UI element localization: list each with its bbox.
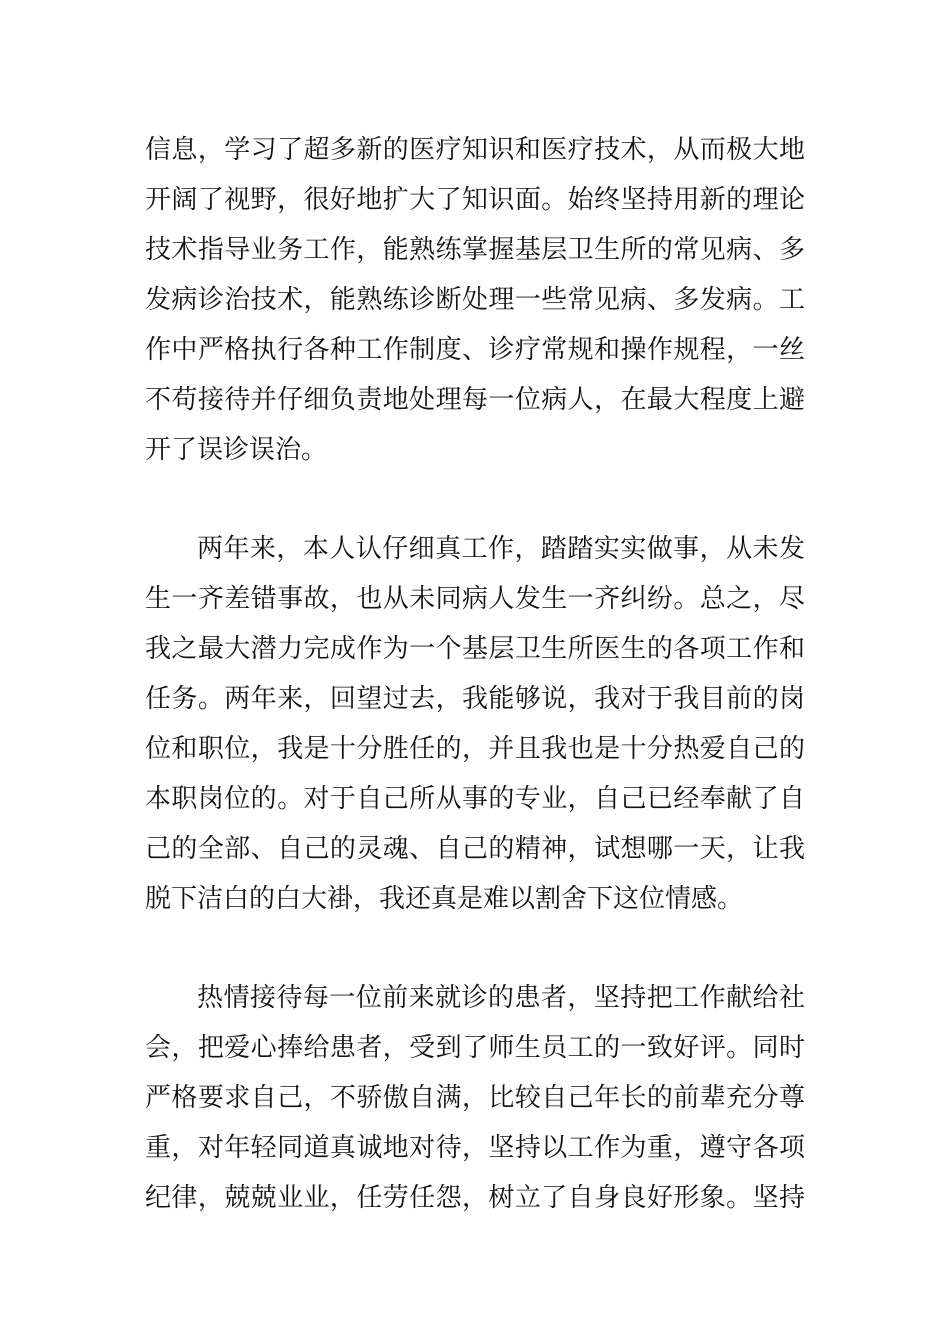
paragraph-1 <box>145 125 805 475</box>
text-line: 我之最大潜力完成作为一个基层卫生所医生的各项工作和 <box>145 634 805 664</box>
paragraph-spacer <box>145 475 805 524</box>
text-line: 技术指导业务工作，能熟练掌握基层卫生所的常见病、多 <box>145 235 805 265</box>
text-line: 不苟接待并仔细负责地处理每一位病人，在最大程度上避 <box>145 385 805 415</box>
text-line: 开阔了视野，很好地扩大了知识面。始终坚持用新的理论 <box>145 185 805 215</box>
text-line: 会，把爱心捧给患者，受到了师生员工的一致好评。同时 <box>145 1033 805 1063</box>
text-line: 位和职位，我是十分胜任的，并且我也是十分热爱自己的 <box>145 734 805 764</box>
text-line: 发病诊治技术，能熟练诊断处理一些常见病、多发病。工 <box>145 285 805 315</box>
paragraph-3 <box>145 973 805 1223</box>
text-line: 生一齐差错事故，也从未同病人发生一齐纠纷。总之，尽 <box>145 584 805 614</box>
text-line: 脱下洁白的白大褂，我还真是难以割舍下这位情感。 <box>145 884 744 914</box>
text-line: 两年来，本人认仔细真工作，踏踏实实做事，从未发 <box>197 534 805 564</box>
text-line: 热情接待每一位前来就诊的患者，坚持把工作献给社 <box>197 983 805 1013</box>
text-line: 本职岗位的。对于自己所从事的专业，自己已经奉献了自 <box>145 784 805 814</box>
text-line: 作中严格执行各种工作制度、诊疗常规和操作规程，一丝 <box>145 335 805 365</box>
text-line: 纪律，兢兢业业，任劳任怨，树立了自身良好形象。坚持 <box>145 1183 805 1213</box>
paragraph-2 <box>145 524 805 924</box>
paragraph-spacer <box>145 924 805 973</box>
document-body <box>145 125 805 1223</box>
text-line: 己的全部、自己的灵魂、自己的精神，试想哪一天，让我 <box>145 834 805 864</box>
text-line: 重，对年轻同道真诚地对待，坚持以工作为重，遵守各项 <box>145 1133 805 1163</box>
text-line: 信息，学习了超多新的医疗知识和医疗技术，从而极大地 <box>145 135 805 165</box>
text-line: 任务。两年来，回望过去，我能够说，我对于我目前的岗 <box>145 684 805 714</box>
text-line: 开了误诊误治。 <box>145 435 328 465</box>
text-line: 严格要求自己，不骄傲自满，比较自己年长的前辈充分尊 <box>145 1083 805 1113</box>
